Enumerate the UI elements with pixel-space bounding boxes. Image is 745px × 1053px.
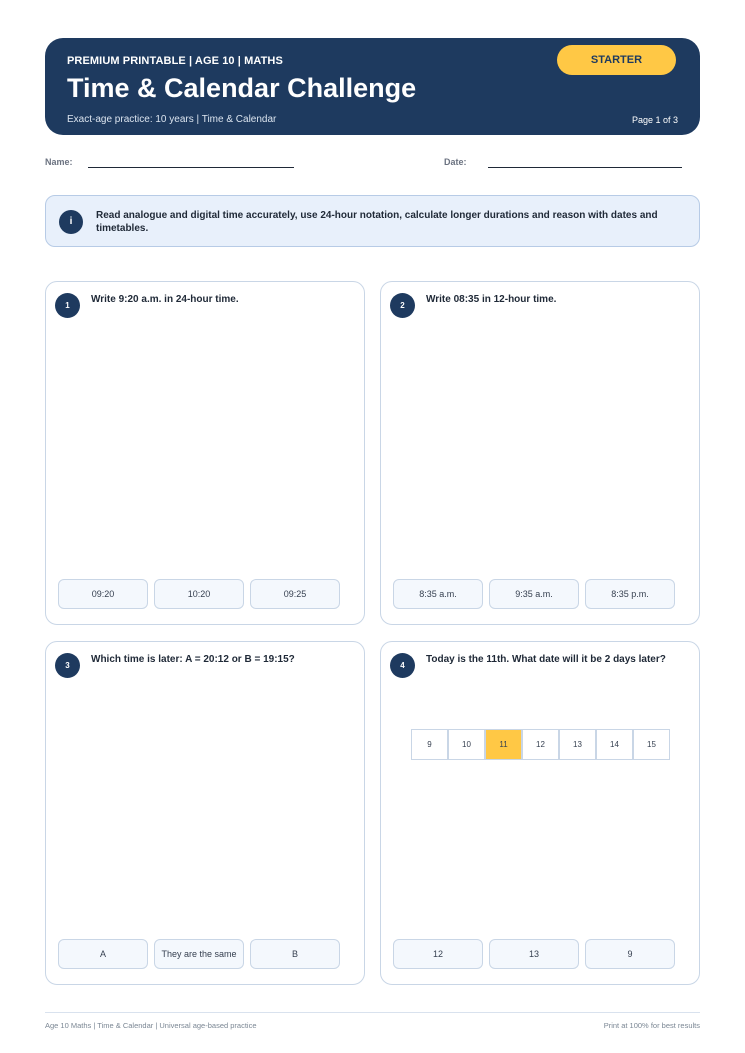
question-text: Today is the 11th. What date will it be 2 days later? [426,654,666,665]
calendar-strip [412,729,671,760]
question-text: Write 08:35 in 12-hour time. [426,294,557,305]
answer-options [393,939,675,969]
question-number: 3 [55,653,80,678]
answer-option[interactable]: 12 [393,939,483,969]
question-number: 2 [390,293,415,318]
calendar-day: 11 [485,729,522,760]
answer-option[interactable]: 9:35 a.m. [489,579,579,609]
calendar-day: 15 [633,729,670,760]
level-badge: STARTER [557,45,676,75]
date-label: Date: [444,157,467,167]
page-number: Page 1 of 3 [631,115,678,125]
answer-option[interactable]: B [250,939,340,969]
question-text: Write 9:20 a.m. in 24-hour time. [91,294,239,305]
question-number: 1 [55,293,80,318]
answer-option[interactable]: 8:35 a.m. [393,579,483,609]
calendar-day: 9 [411,729,448,760]
info-panel [45,195,700,247]
worksheet-header [45,38,700,135]
name-label: Name: [45,157,73,167]
calendar-day: 10 [448,729,485,760]
answer-options [393,579,675,609]
page-title: Time & Calendar Challenge [67,73,417,103]
footer-right: Print at 100% for best results [603,1021,700,1030]
calendar-day: 12 [522,729,559,760]
question-number: 4 [390,653,415,678]
answer-option[interactable]: 09:25 [250,579,340,609]
answer-option[interactable]: A [58,939,148,969]
answer-option[interactable]: 10:20 [154,579,244,609]
answer-option[interactable]: They are the same [154,939,244,969]
calendar-day: 13 [559,729,596,760]
question-card-3 [45,641,365,985]
question-text: Which time is later: A = 20:12 or B = 19:15? [91,654,295,665]
header-eyebrow: PREMIUM PRINTABLE | AGE 10 | MATHS [67,55,283,67]
question-card-2 [380,281,700,625]
date-line[interactable] [488,167,682,168]
question-card-1 [45,281,365,625]
answer-option[interactable]: 09:20 [58,579,148,609]
name-line[interactable] [88,167,294,168]
info-text: Read analogue and digital time accurately, use 24-hour notation, calculate longer durations and reason with dates and timetables. [96,210,658,234]
question-card-4 [380,641,700,985]
info-icon: i [59,210,83,234]
footer-left: Age 10 Maths | Time & Calendar | Universal age-based practice [45,1021,257,1030]
header-subtitle: Exact-age practice: 10 years | Time & Calendar [67,114,277,125]
answer-option[interactable]: 9 [585,939,675,969]
calendar-day: 14 [596,729,633,760]
answer-option[interactable]: 8:35 p.m. [585,579,675,609]
answer-options [58,939,340,969]
answer-option[interactable]: 13 [489,939,579,969]
footer-divider [45,1012,700,1013]
answer-options [58,579,340,609]
